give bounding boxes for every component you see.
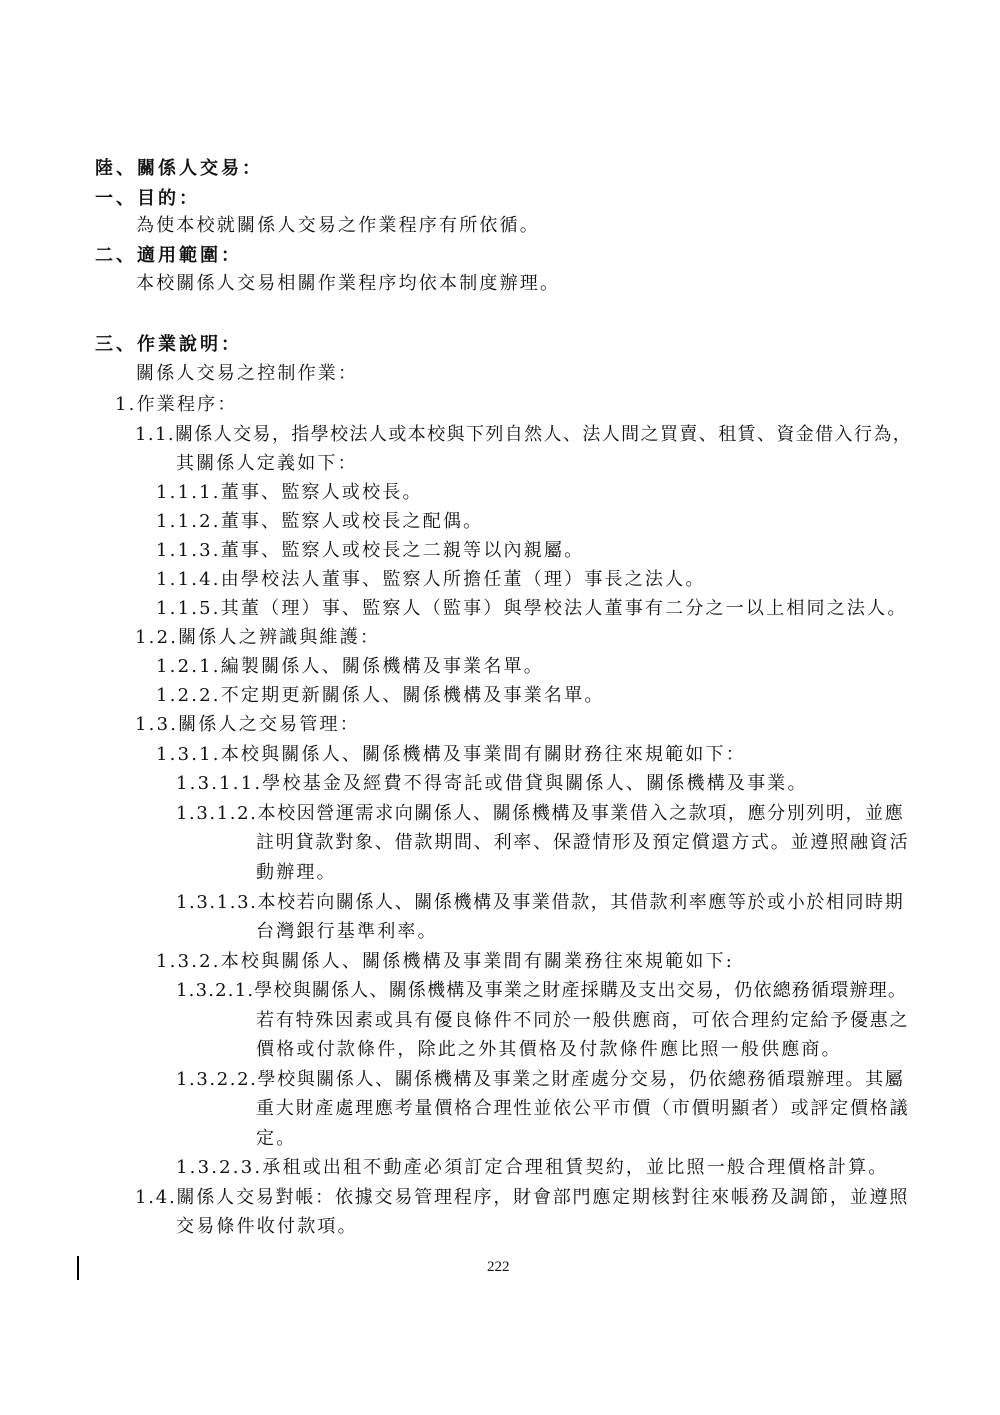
procedure-heading: 1.作業程序： — [115, 394, 238, 415]
scope-text: 本校關係人交易相關作業程序均依本制度辦理。 — [136, 273, 561, 294]
item-1-2: 1.2.關係人之辨識與維護： — [135, 627, 381, 648]
item-1-3-1: 1.3.1.本校與關係人、關係機構及事業間有關財務往來規範如下： — [156, 744, 746, 765]
item-1-3-2: 1.3.2.本校與關係人、關係機構及事業間有關業務往來規範如下: — [156, 951, 734, 972]
scope-heading: 二、適用範圍： — [95, 245, 242, 266]
item-1-3-2-2-line-2: 重大財產處理應考量價格合理性並依公平市價（市價明顯者）或評定價格議 — [256, 1098, 910, 1119]
item-1-1-line-2: 其關係人定義如下： — [176, 453, 358, 474]
item-1-1-2: 1.1.2.董事、監察人或校長之配偶。 — [156, 511, 484, 532]
item-1-1-5: 1.1.5.其董（理）事、監察人（監事）與學校法人董事有二分之一以上相同之法人。 — [156, 598, 908, 619]
item-1-3-1-1: 1.3.1.1.學校基金及經費不得寄託或借貸與關係人、關係機構及事業。 — [176, 773, 808, 794]
item-1-1-line-1: 1.1.關係人交易，指學校法人或本校與下列自然人、法人間之買賣、租賃、資金借入行為， — [135, 424, 913, 445]
item-1-1-4: 1.1.4.由學校法人董事、監察人所擔任董（理）事長之法人。 — [156, 569, 706, 590]
purpose-heading: 一、目的： — [95, 188, 200, 209]
item-1-3-1-2-line-3: 動辦理。 — [256, 862, 337, 883]
item-1-3-1-2-line-1: 1.3.1.2.本校因營運需求向關係人、關係機構及事業借入之款項，應分別列明，並應 — [176, 803, 905, 824]
section-title: 陸、關係人交易： — [95, 158, 263, 179]
item-1-3-2-3: 1.3.2.3.承租或出租不動產必須訂定合理租賃契約，並比照一般合理價格計算。 — [176, 1157, 889, 1178]
item-1-3-2-2-line-1: 1.3.2.2.學校與關係人、關係機構及事業之財產處分交易，仍依總務循環辦理。其屬 — [176, 1069, 905, 1090]
item-1-2-2: 1.2.2.不定期更新關係人、關係機構及事業名單。 — [156, 685, 605, 706]
item-1-3-2-1-line-3: 價格或付款條件，除此之外其價格及付款條件應比照一般供應商。 — [256, 1039, 842, 1060]
item-1-3-1-2-line-2: 註明貸款對象、借款期間、利率、保證情形及預定償還方式。並遵照融資活 — [256, 832, 910, 853]
item-1-4-line-1: 1.4.關係人交易對帳：依據交易管理程序，財會部門應定期核對往來帳務及調節，並遵照 — [135, 1187, 910, 1208]
item-1-3: 1.3.關係人之交易管理： — [135, 714, 360, 735]
item-1-3-2-1-line-2: 若有特殊因素或具有優良條件不同於一般供應商，可依合理約定給予優惠之 — [256, 1010, 910, 1031]
item-1-3-1-3-line-1: 1.3.1.3.本校若向關係人、關係機構及事業借款，其借款利率應等於或小於相同時期 — [176, 892, 905, 913]
purpose-text: 為使本校就關係人交易之作業程序有所依循。 — [136, 215, 540, 236]
item-1-1-3: 1.1.3.董事、監察人或校長之二親等以內親屬。 — [156, 540, 585, 561]
item-1-2-1: 1.2.1.編製關係人、關係機構及事業名單。 — [156, 656, 544, 677]
revision-bar — [77, 1256, 79, 1280]
page-number: 222 — [487, 1259, 510, 1275]
item-1-3-1-3-line-2: 台灣銀行基準利率。 — [256, 921, 438, 942]
item-1-1-1: 1.1.1.董事、監察人或校長。 — [156, 482, 423, 503]
item-1-4-line-2: 交易條件收付款項。 — [176, 1216, 358, 1237]
operations-heading: 三、作業說明： — [95, 334, 242, 355]
operations-intro: 關係人交易之控制作業： — [136, 363, 359, 384]
item-1-3-2-1-line-1: 1.3.2.1.學校與關係人、關係機構及事業之財產採購及支出交易，仍依總務循環辦理。 — [176, 980, 908, 1001]
item-1-3-2-2-line-3: 定。 — [256, 1128, 297, 1149]
